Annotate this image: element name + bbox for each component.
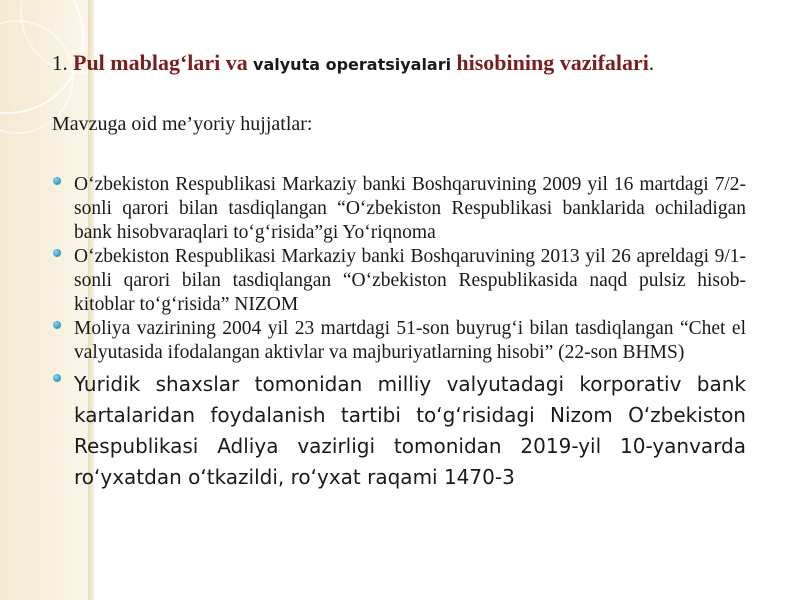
title-part-1: Pul mablag‘lari va [73,50,248,75]
list-item-text: O‘zbekiston Respublikasi Markaziy banki Boshqaruvining 2013 yil 26 apreldagi 9/1-sonli qarori bilan tasdiqlangan “O‘zbekiston Respublikasida naqd pulsiz hisob-kitoblar to‘g‘risida” NIZOM [74,246,746,315]
title-end: . [648,51,655,75]
slide-title [52,50,772,76]
documents-heading: Mavzuga oid me’yoriy hujjatlar: [52,113,313,135]
list-item-text: Yuridik shaxslar tomonidan milliy valyutadagi korporativ bank kartalaridan foydalanish tartibi to‘g‘risidagi Nizom O‘zbekiston Respublikasi Adliya vazirligi tomonidan 2019-yil 10-yanvarda ro‘yxatdan o‘tkazildi, ro‘yxat raqami 1470-3 [74,372,746,489]
list-item-text: Moliya vazirining 2004 yil 23 martdagi 51-son buyrug‘i bilan tasdiqlangan “Chet el valyutasida ifodalangan aktivlar va majburiyatlarning hisobi” (22-son BHMS) [74,318,746,363]
bullet-dot-icon [53,374,61,382]
title-part-2: valyuta operatsiyalari [253,55,452,74]
list-item [50,173,746,245]
bullet-dot-icon [53,249,61,257]
list-item [50,369,746,493]
title-part-3: hisobining vazifalari [456,50,649,75]
title-number: 1. [52,51,73,75]
list-item-text: O‘zbekiston Respublikasi Markaziy banki Boshqaruvining 2009 yil 16 martdagi 7/2-sonli qarori bilan tasdiqlangan “O‘zbekiston Respublikasi banklarida ochiladigan bank hisobvaraqlari to‘g‘risida”gi Yo‘riqnoma [74,174,746,243]
documents-list [50,173,746,493]
bullet-dot-icon [53,177,61,185]
list-item [50,245,746,317]
list-item [50,317,746,365]
bullet-dot-icon [53,321,61,329]
